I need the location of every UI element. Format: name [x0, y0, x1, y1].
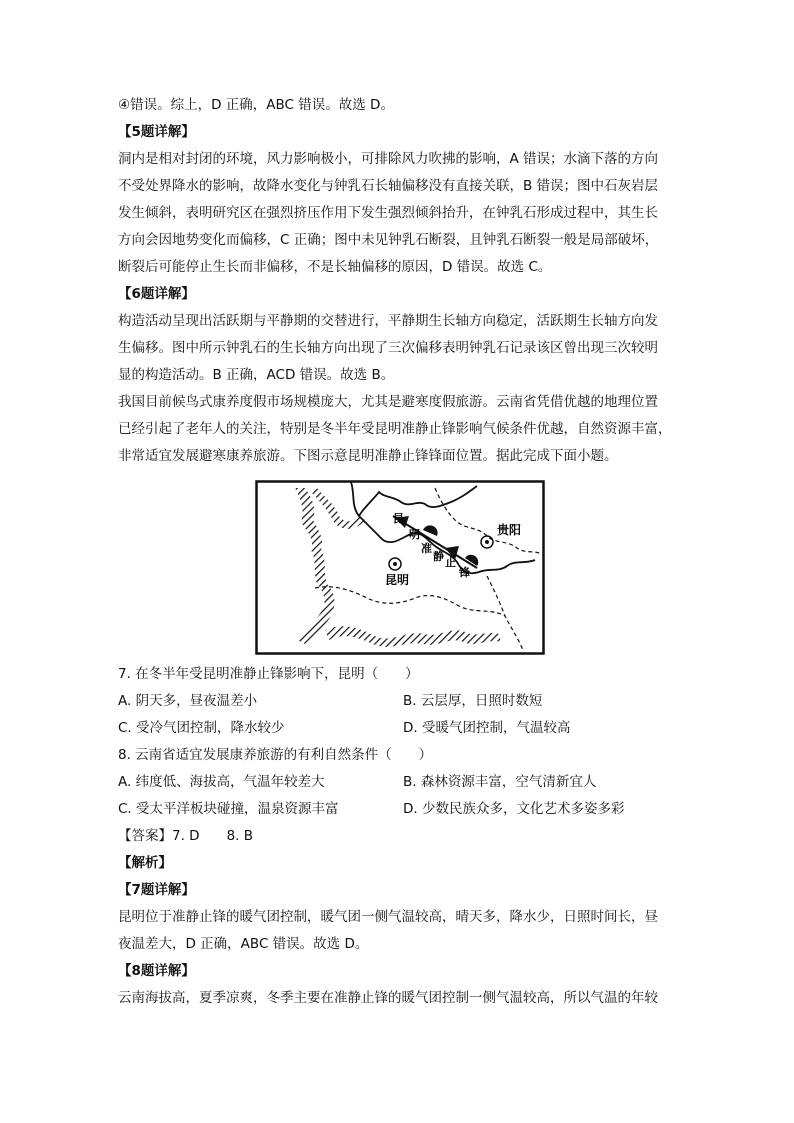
q8-options-row-1 — [118, 769, 684, 796]
section-heading: 【6题详解】 — [118, 286, 195, 302]
q8-option-b: B. 森林资源丰富，空气清新宜人 — [403, 774, 597, 790]
q7-options-row-2 — [118, 715, 684, 742]
q7-option-d: D. 受暖气团控制，气温较高 — [403, 720, 571, 736]
front-char: 昆 — [393, 512, 404, 525]
q7-stem: 7. 在冬半年受昆明准静止锋影响下，昆明（ ） — [118, 666, 419, 682]
front-char: 静 — [433, 550, 444, 563]
paragraph-line: 昆明位于准静止锋的暖气团控制，暖气团一侧气温较高，晴天多，降水少，日照时间长，昼 — [118, 909, 658, 925]
map-figure — [255, 480, 545, 655]
paragraph-line: 发生倾斜，表明研究区在强烈挤压作用下发生强烈倾斜抬升，在钟乳石形成过程中，其生长 — [118, 205, 658, 221]
q8-option-a: A. 纬度低、海拔高，气温年较差大 — [118, 774, 325, 790]
q8-option-d: D. 少数民族众多，文化艺术多姿多彩 — [403, 801, 625, 817]
paragraph-line: 洞内是相对封闭的环境，风力影响极小，可排除风力吹拂的影响，A 错误；水滴下落的方向 — [118, 151, 659, 167]
city-label-guiyang: 贵阳 — [497, 523, 522, 537]
front-char: 锋 — [459, 566, 470, 579]
q7-option-b: B. 云层厚，日照时数短 — [403, 693, 543, 709]
paragraph-line: 已经引起了老年人的关注，特别是冬半年受昆明准静止锋影响气候条件优越，自然资源丰富， — [118, 421, 672, 437]
front-char: 明 — [409, 528, 420, 541]
paragraph-line: 生偏移。图中所示钟乳石的生长轴方向出现了三次偏移表明钟乳石记录该区曾出现三次较明 — [118, 340, 658, 356]
paragraphs-before-map — [118, 92, 684, 470]
q7-option-c: C. 受冷气团控制，降水较少 — [118, 720, 285, 736]
paragraph-line: ④错误。综上，D 正确，ABC 错误。故选 D。 — [118, 97, 394, 113]
paragraph-line: 断裂后可能停止生长而非偏移，不是长轴偏移的原因，D 错误。故选 C。 — [118, 259, 552, 275]
paragraph-line: 方向会因地势变化而偏移，C 正确；图中未见钟乳石断裂，且钟乳石断裂一般是局部破坏， — [118, 232, 659, 248]
q7-option-a: A. 阴天多，昼夜温差小 — [118, 693, 258, 709]
paragraph-line: 云南海拔高，夏季凉爽，冬季主要在准静止锋的暖气团控制一侧气温较高，所以气温的年较 — [118, 990, 658, 1006]
paragraphs-after — [118, 850, 684, 1012]
paragraph-line: 构造活动呈现出活跃期与平静期的交替进行，平静期生长轴方向稳定，活跃期生长轴方向发 — [118, 313, 658, 329]
section-heading: 【5题详解】 — [118, 124, 195, 140]
section-heading: 【8题详解】 — [118, 963, 195, 979]
q8-option-c: C. 受太平洋板块碰撞，温泉资源丰富 — [118, 801, 339, 817]
q8-options-row-2 — [118, 796, 684, 823]
answer-line: 【答案】7. D 8. B — [118, 828, 253, 844]
section-heading: 【解析】 — [118, 855, 172, 871]
paragraph-line: 不受处界降水的影响，故降水变化与钟乳石长轴偏移没有直接关联，B 错误；图中石灰岩层 — [118, 178, 659, 194]
q8-stem: 8. 云南省适宜发展康养旅游的有利自然条件（ ） — [118, 747, 433, 763]
paragraph-line: 显的构造活动。B 正确，ACD 错误。故选 B。 — [118, 367, 395, 383]
paragraph-line: 我国目前候鸟式康养度假市场规模庞大，尤其是避寒度假旅游。云南省凭借优越的地理位置 — [118, 394, 658, 410]
paragraph-line: 夜温差大，D 正确，ABC 错误。故选 D。 — [118, 936, 369, 952]
front-char: 止 — [445, 556, 456, 569]
city-label-kunming: 昆明 — [385, 573, 410, 587]
document-page — [118, 92, 684, 1012]
front-char: 准 — [421, 542, 432, 555]
paragraph-line: 非常适宜发展避寒康养旅游。下图示意昆明准静止锋锋面位置。据此完成下面小题。 — [118, 448, 618, 464]
kunming-front-map — [255, 480, 545, 655]
section-heading: 【7题详解】 — [118, 882, 195, 898]
q7-options-row-1 — [118, 688, 684, 715]
